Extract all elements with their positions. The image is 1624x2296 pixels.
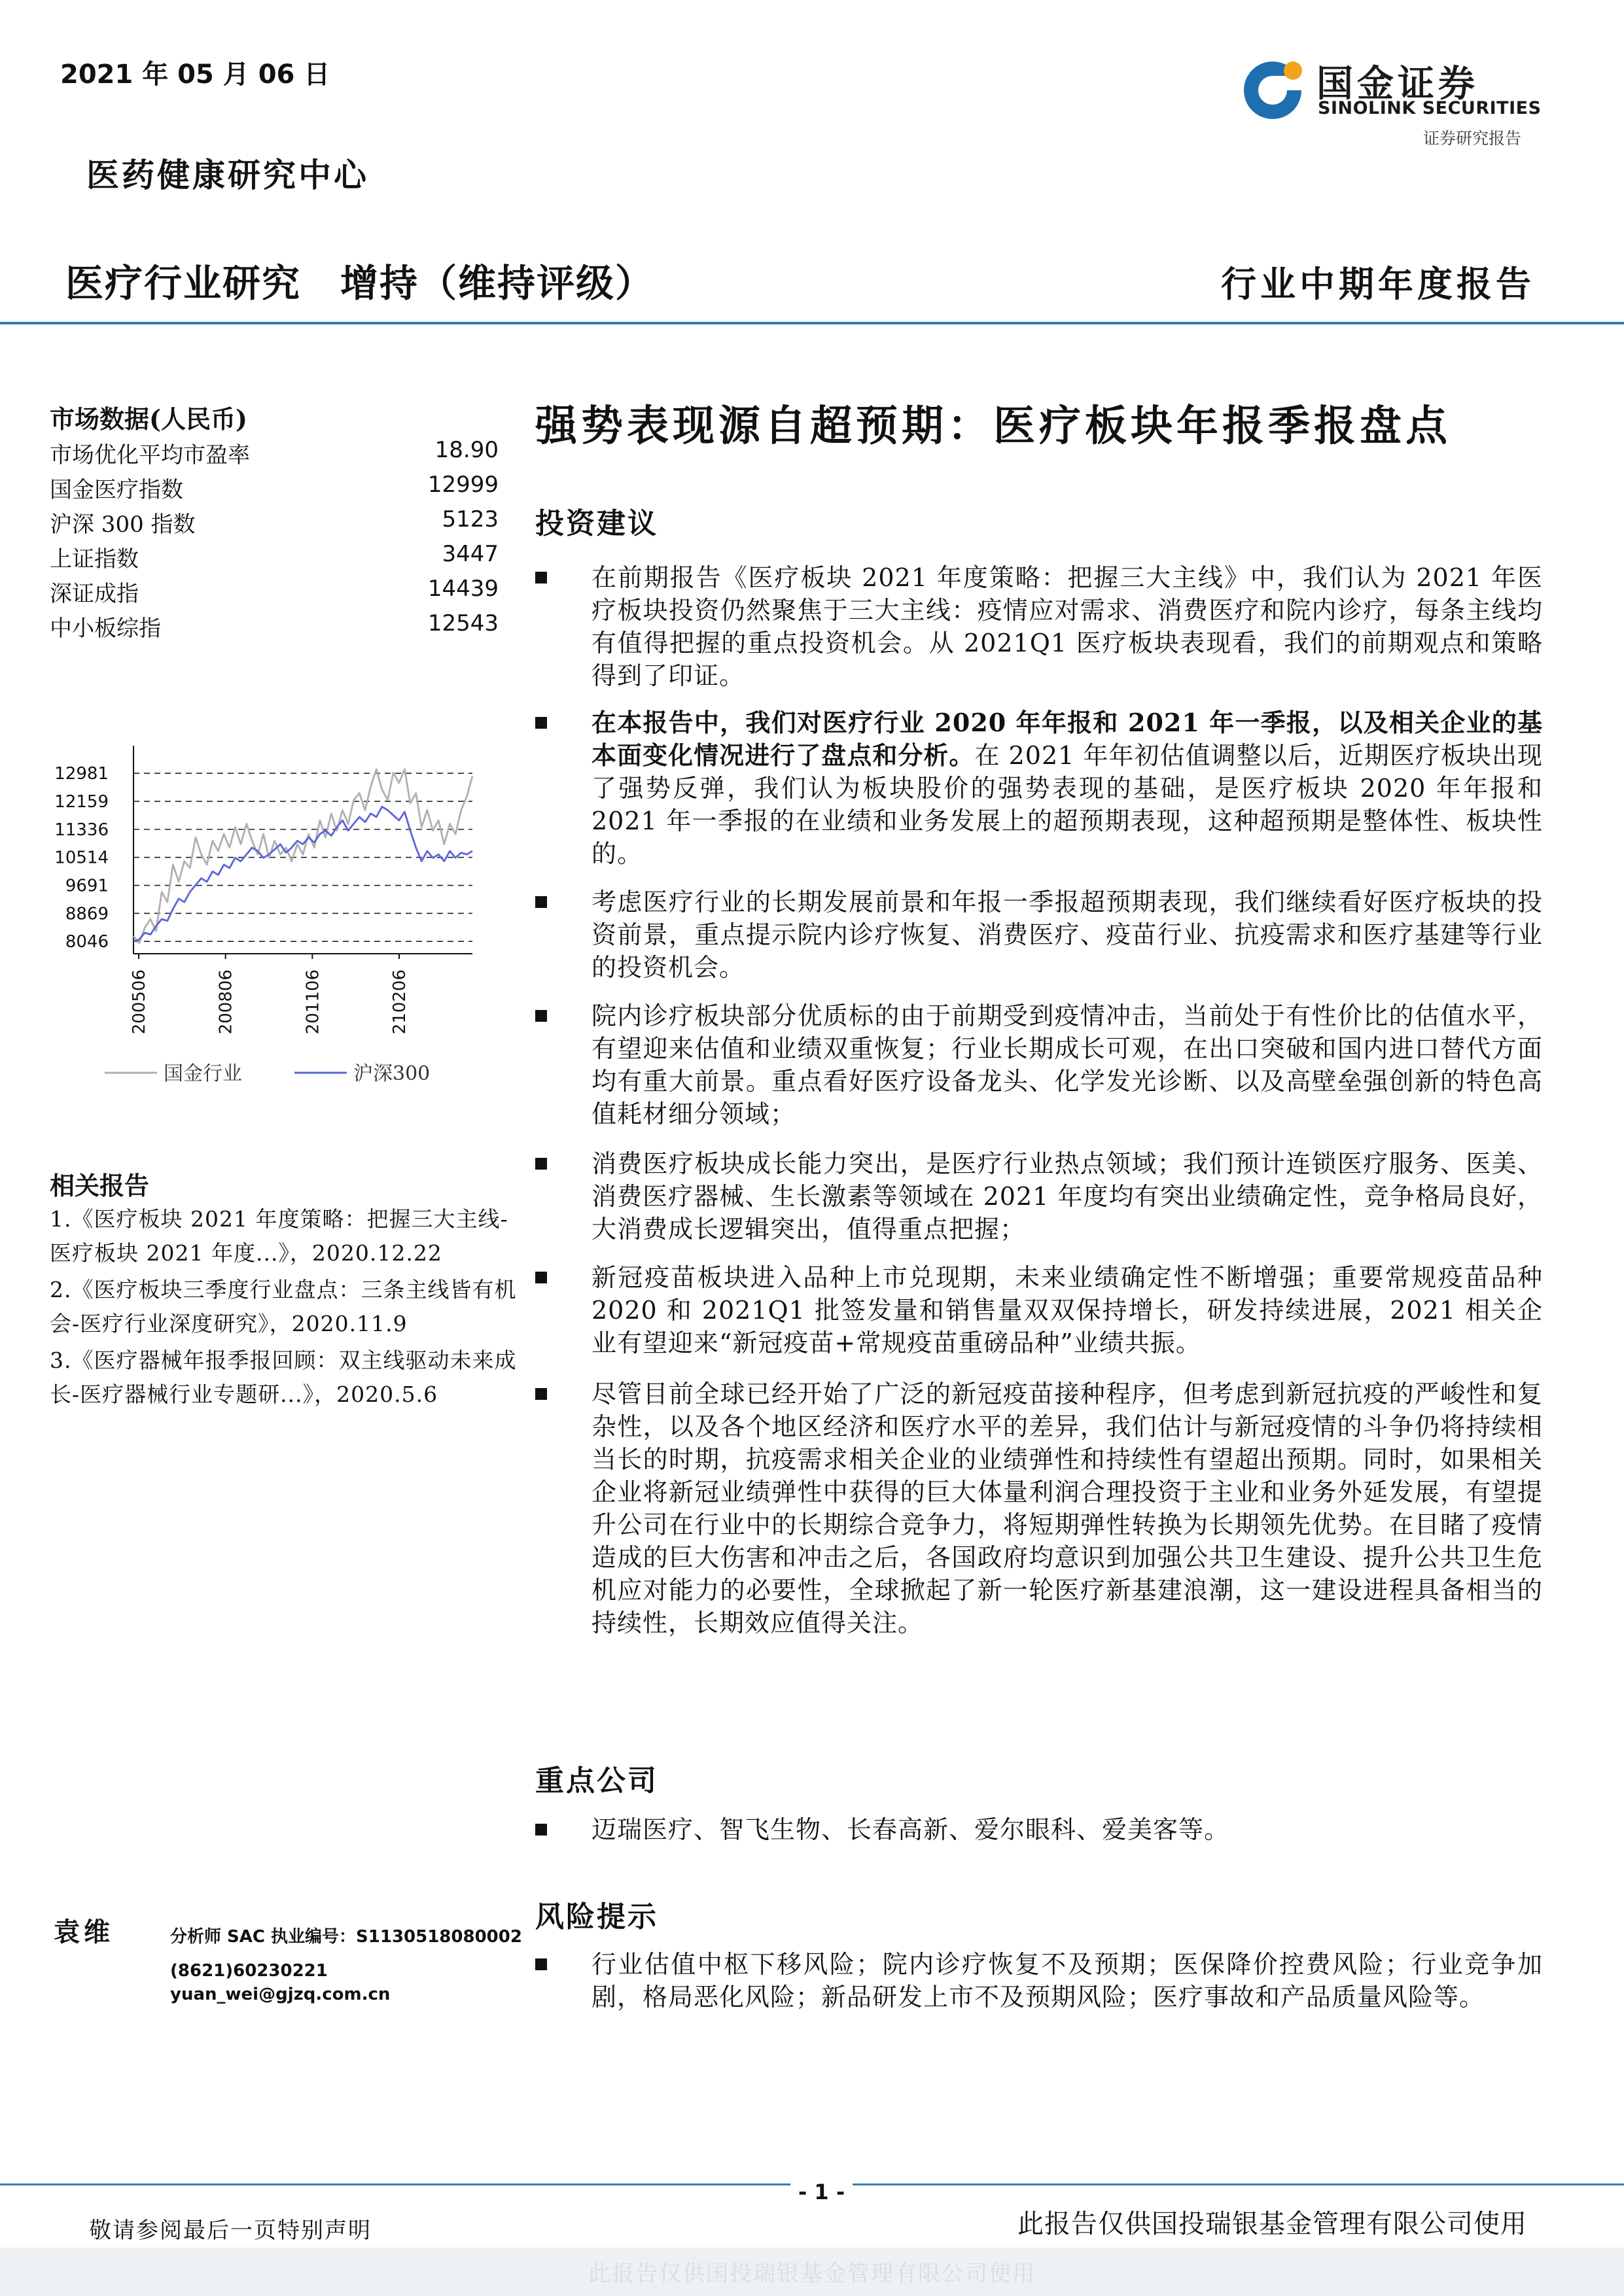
report-type: 行业中期年度报告 — [1221, 263, 1535, 305]
y-tick-label: 8046 — [65, 932, 109, 952]
market-row — [50, 610, 499, 646]
market-row-value: 18.90 — [434, 437, 499, 463]
series-line-industry — [133, 769, 472, 943]
sinolink-logo-icon — [1237, 52, 1309, 124]
logo-english-text: SINOLINK SECURITIES — [1318, 98, 1542, 118]
key-companies-heading: 重点公司 — [535, 1764, 658, 1798]
y-tick-label: 10514 — [54, 848, 109, 868]
market-row-label: 国金医疗指数 — [50, 477, 183, 503]
x-tick-label: 201106 — [303, 969, 323, 1035]
risk-heading: 风险提示 — [535, 1900, 658, 1934]
bullet-marker — [535, 1158, 547, 1170]
bullet-marker — [535, 1388, 547, 1400]
advice-text: 新冠疫苗板块进入品种上市兑现期，未来业绩确定性不断增强；重要常规疫苗品种 2020 和 2021Q1 批签发量和销售量双双保持增长，研发持续进展，2021 相关企业有望迎来“新冠疫苗+常规疫苗重磅品种”业绩共振。 — [591, 1263, 1543, 1357]
market-row — [50, 506, 499, 542]
advice-text — [591, 706, 1543, 870]
market-row-label: 上证指数 — [50, 546, 139, 572]
y-tick-label: 11336 — [54, 820, 109, 840]
market-row-label: 深证成指 — [50, 581, 139, 607]
market-row-label: 市场优化平均市盈率 — [50, 442, 250, 468]
market-row — [50, 541, 499, 576]
x-tick-label: 200506 — [130, 969, 149, 1035]
advice-text: 考虑医疗行业的长期发展前景和年报一季报超预期表现，我们继续看好医疗板块的投资前景，重点提示院内诊疗恢复、消费医疗、疫苗行业、抗疫需求和医疗基建等行业的投资机会。 — [591, 888, 1543, 982]
bullet-marker — [535, 572, 547, 583]
market-row-value: 3447 — [442, 541, 499, 567]
department-name: 医药健康研究中心 — [86, 156, 369, 194]
bullet-marker — [535, 1824, 547, 1835]
index-line-chart — [50, 720, 495, 1086]
bullet-marker — [535, 717, 547, 729]
x-tick-label: 200806 — [216, 969, 236, 1035]
y-tick-label: 8869 — [65, 904, 109, 924]
related-reports-title: 相关报告 — [50, 1171, 150, 1200]
related-report-item[interactable]: 1.《医疗板块 2021 年度策略：把握三大主线-医疗板块 2021 年度...》，2020.12.22 — [50, 1206, 508, 1266]
market-row — [50, 576, 499, 611]
related-report-item[interactable]: 3.《医疗器械年报季报回顾：双主线驱动未来成长-医疗器械行业专题研...》，2020.5.6 — [50, 1348, 517, 1407]
y-tick-label: 12159 — [54, 792, 109, 812]
advice-text: 院内诊疗板块部分优质标的由于前期受到疫情冲击，当前处于有性价比的估值水平，有望迎来估值和业绩双重恢复；行业长期成长可观，在出口突破和国内进口替代方面均有重大前景。重点看好医疗设备龙头、化学发光诊断、以及高壁垒强创新的特色高值耗材细分领域； — [591, 1001, 1543, 1128]
page-number: - 1 - — [790, 2180, 853, 2204]
investment-advice-heading: 投资建议 — [535, 507, 658, 540]
company-text: 迈瑞医疗、智飞生物、长春高新、爱尔眼科、爱美客等。 — [591, 1815, 1230, 1844]
analyst-sac-number: 分析师 SAC 执业编号：S1130518080002 — [170, 1927, 522, 1947]
industry-rating-line: 医疗行业研究 增持（维持评级） — [65, 261, 655, 305]
advice-plain-text: 在 2021 年年初估值调整以后，近期医疗板块出现了强势反弹，我们认为板块股价的强势表现的基础，是医疗板块 2020 年年报和 2021 年一季报的在业绩和业务发展上的超预期表现，这种超预期是整体性、板块性的。 — [591, 741, 1543, 868]
advice-text: 尽管目前全球已经开始了广泛的新冠疫苗接种程序，但考虑到新冠抗疫的严峻性和复杂性，以及各个地区经济和医疗水平的差异，我们估计与新冠疫情的斗争仍将持续相当长的时期，抗疫需求相关企业的业绩弹性和持续性有望超出预期。同时，如果相关企业将新冠业绩弹性中获得的巨大体量利润合理投资于主业和业务外延发展，有望提升公司在行业中的长期综合竞争力，将短期弹性转换为长期领先优势。在目睹了疫情造成的巨大伤害和冲击之后，各国政府均意识到加强公共卫生建设、提升公共卫生危机应对能力的必要性，全球掀起了新一轮医疗新基建浪潮，这一建设进程具备相当的持续性，长期效应值得关注。 — [591, 1380, 1543, 1637]
logo-chinese-text: 国金证券 — [1316, 63, 1479, 105]
y-tick-label: 9691 — [65, 876, 109, 896]
related-report-item[interactable]: 2.《医疗板块三季度行业盘点：三条主线皆有机会-医疗行业深度研究》，2020.11.9 — [50, 1277, 517, 1336]
logo-subtitle: 证券研究报告 — [1423, 129, 1522, 148]
footer-disclaimer-note: 敬请参阅最后一页特别声明 — [89, 2218, 372, 2244]
advice-text: 在前期报告《医疗板块 2021 年度策略：把握三大主线》中，我们认为 2021 年医疗板块投资仍然聚焦于三大主线：疫情应对需求、消费医疗和院内诊疗，每条主线均有值得把握的重点投资机会。从 2021Q1 医疗板块表现看，我们的前期观点和策略得到了印证。 — [591, 563, 1543, 690]
advice-bold-text: 在本报告中，我们对医疗行业 2020 年年报和 2021 年一季报，以及相关企业的基本面变化情况进行了盘点和分析。 — [591, 708, 1543, 770]
footer-usage-note: 此报告仅供国投瑞银基金管理有限公司使用 — [1017, 2209, 1527, 2239]
market-row — [50, 437, 499, 472]
report-title: 强势表现源自超预期：医疗板块年报季报盘点 — [535, 402, 1451, 451]
bullet-marker — [535, 1272, 547, 1283]
market-row-value: 5123 — [442, 506, 499, 532]
market-row-value: 12999 — [427, 472, 499, 498]
market-data-title: 市场数据(人民币) — [50, 404, 247, 434]
header-divider — [0, 322, 1624, 324]
legend-label-industry: 国金行业 — [164, 1062, 242, 1085]
footer-watermark: 此报告仅供国投瑞银基金管理有限公司使用 — [588, 2261, 1036, 2287]
report-date: 2021 年 05 月 06 日 — [60, 60, 330, 90]
company-logo — [1237, 52, 1544, 124]
market-row-value: 12543 — [427, 610, 499, 636]
market-row-label: 中小板综指 — [50, 616, 161, 642]
market-row-value: 14439 — [427, 576, 499, 602]
y-tick-label: 12981 — [54, 764, 109, 784]
chart-legend — [98, 1058, 491, 1091]
legend-label-hs300: 沪深300 — [353, 1062, 431, 1085]
market-row-label: 沪深 300 指数 — [50, 512, 196, 538]
advice-text: 消费医疗板块成长能力突出，是医疗行业热点领域；我们预计连锁医疗服务、医美、消费医疗器械、生长激素等领域在 2021 年度均有突出业绩确定性，竞争格局良好，大消费成长逻辑突出，值得重点把握； — [591, 1149, 1543, 1244]
bullet-marker — [535, 1958, 547, 1970]
risk-text: 行业估值中枢下移风险；院内诊疗恢复不及预期；医保降价控费风险；行业竞争加剧，格局恶化风险；新品研发上市不及预期风险；医疗事故和产品质量风险等。 — [591, 1950, 1543, 2011]
analyst-email[interactable]: yuan_wei@gjzq.com.cn — [170, 1985, 391, 2004]
bullet-marker — [535, 1010, 547, 1022]
x-tick-label: 210206 — [390, 969, 410, 1035]
bullet-marker — [535, 896, 547, 908]
analyst-phone: (8621)60230221 — [170, 1961, 328, 1981]
analyst-name: 袁维 — [54, 1917, 114, 1947]
market-row — [50, 472, 499, 507]
